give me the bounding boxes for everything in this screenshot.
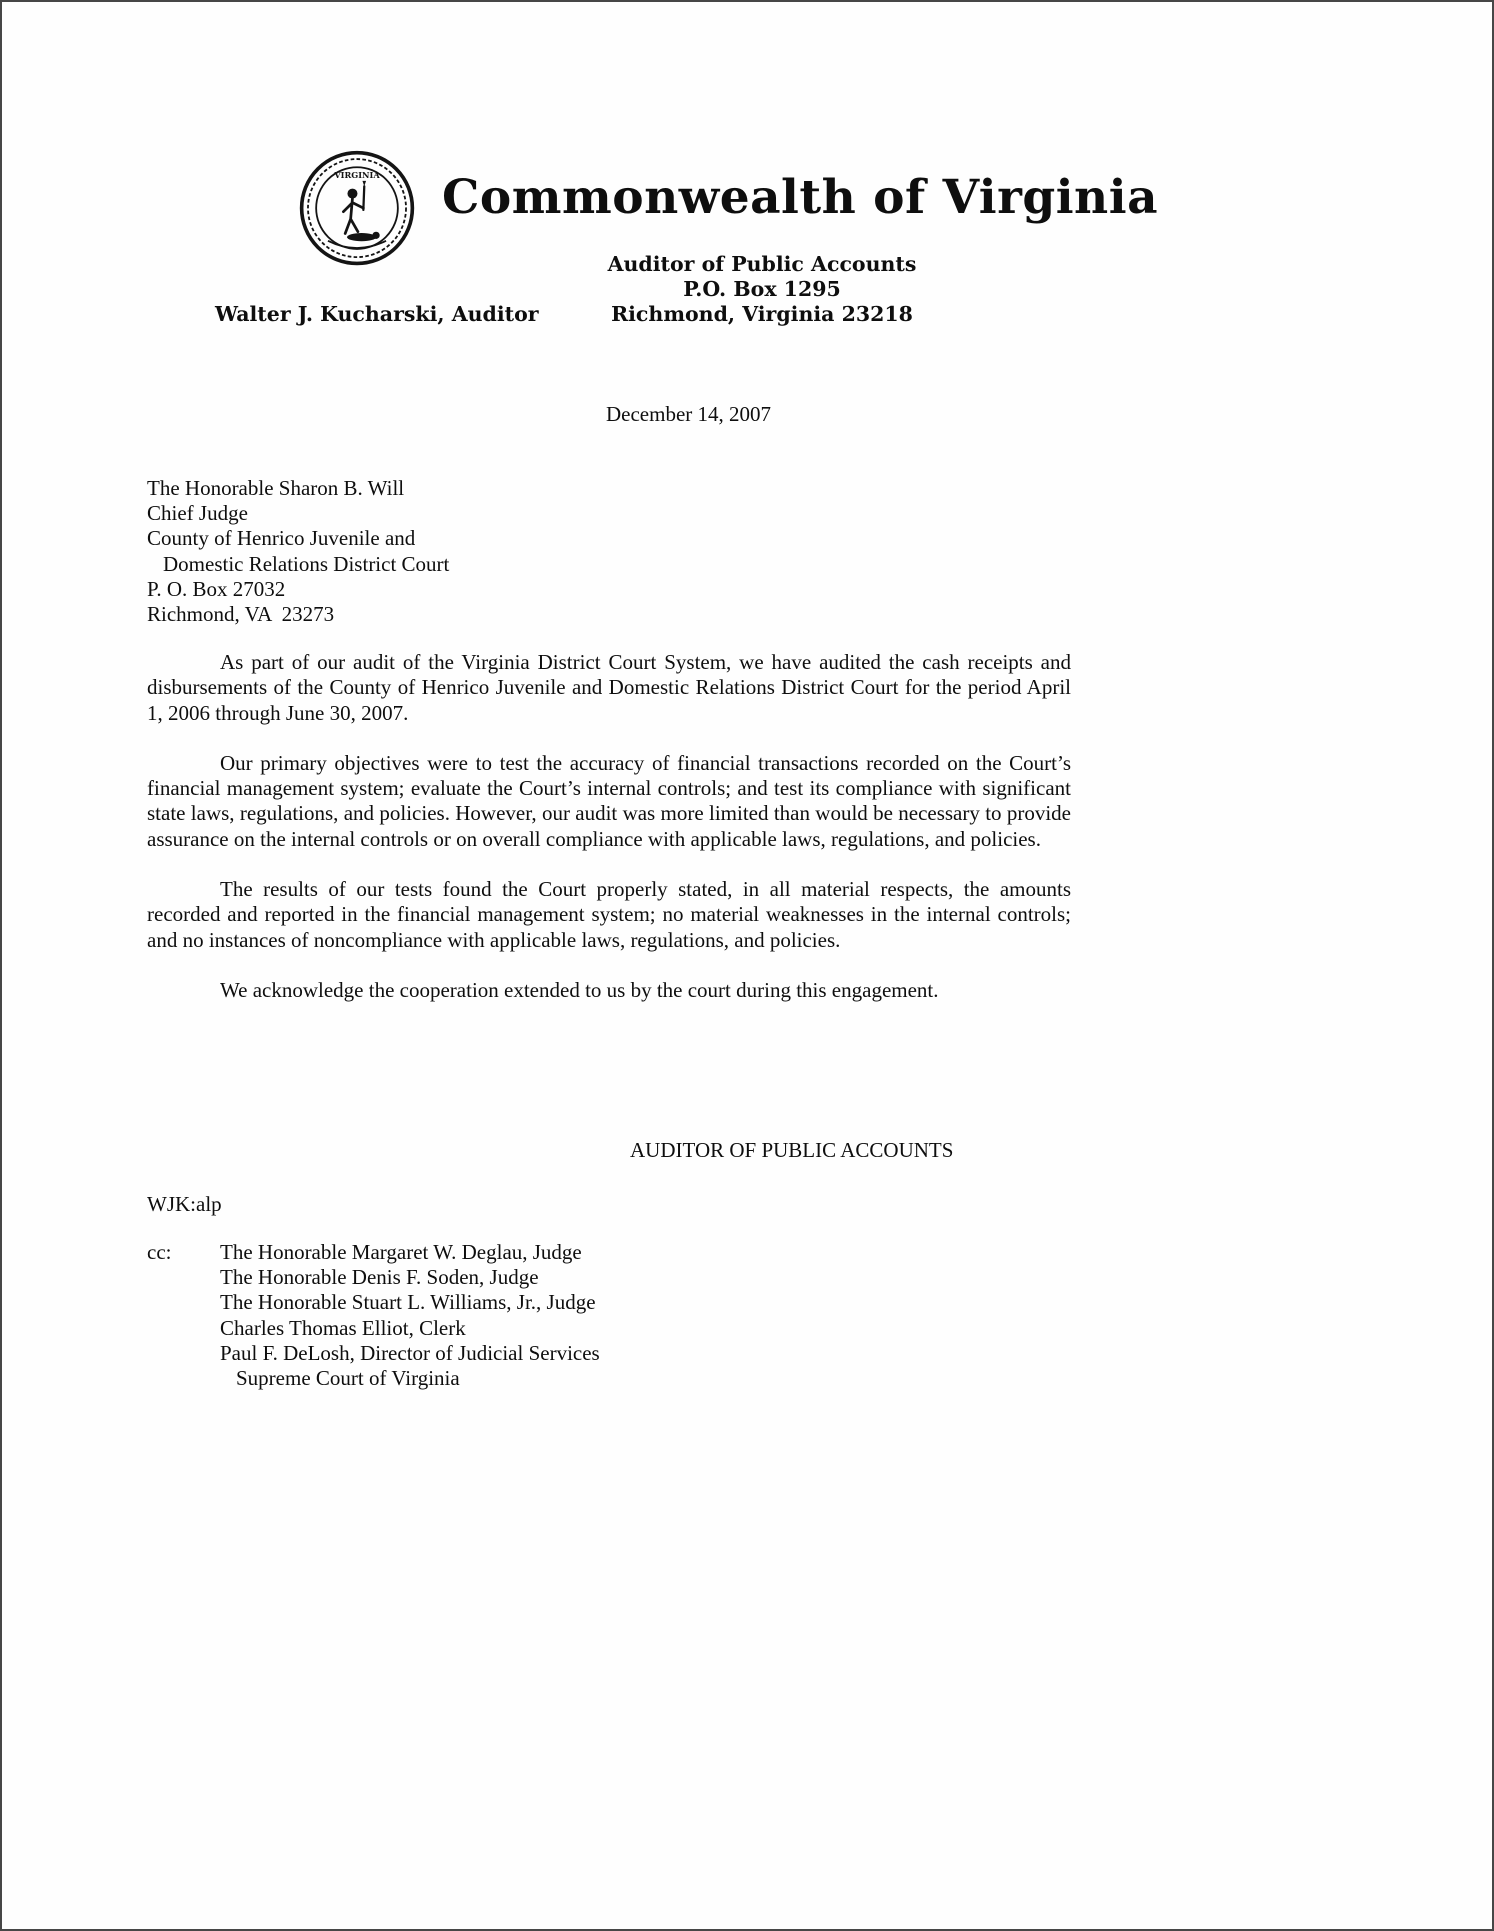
signature-org-line: AUDITOR OF PUBLIC ACCOUNTS <box>630 1138 954 1162</box>
letter-date: December 14, 2007 <box>606 402 772 426</box>
virginia-state-seal-icon <box>294 150 420 268</box>
body-paragraph-3: The results of our tests found the Court properly stated, in all material respects, the amounts recorded and reported in the financial management system; no material weaknesses in the internal controls; and no instances of noncompliance with applicable laws, regulations, and policies. <box>147 877 1071 952</box>
svg-text:VIRGINIA: VIRGINIA <box>334 170 380 181</box>
cc-label: cc: <box>147 1240 172 1264</box>
cc-recipient-line: The Honorable Denis F. Soden, Judge <box>220 1265 539 1290</box>
cc-recipient-list <box>220 1240 600 1391</box>
cc-recipient-line: Paul F. DeLosh, Director of Judicial Services <box>220 1340 600 1365</box>
recipient-org-line-1: County of Henrico Juvenile and <box>147 526 416 551</box>
recipient-name: The Honorable Sharon B. Will <box>147 476 405 500</box>
recipient-title: Chief Judge <box>147 501 248 526</box>
body-paragraph-2: Our primary objectives were to test the accuracy of financial transactions recorded on the Court’s financial management system; evaluate the Court’s internal controls; and test its compliance with significant state laws, regulations, and policies. However, our audit was more limited than would be necessary to provide assurance on the internal controls or on overall compliance with applicable laws, regulations, and policies. <box>147 750 1071 851</box>
cc-recipient-line: Charles Thomas Elliot, Clerk <box>220 1315 466 1340</box>
letterhead-office-line: Auditor of Public Accounts <box>607 252 917 276</box>
body-paragraph-4: We acknowledge the cooperation extended to us by the court during this engagement. <box>220 977 939 1002</box>
cc-recipient-line: The Honorable Stuart L. Williams, Jr., Judge <box>220 1290 596 1315</box>
letterhead-auditor-name: Walter J. Kucharski, Auditor <box>215 302 539 326</box>
letterhead-pobox-line: P.O. Box 1295 <box>683 277 841 301</box>
cc-block <box>147 1240 600 1391</box>
recipient-address-block <box>147 476 449 627</box>
typist-reference: WJK:alp <box>147 1192 222 1216</box>
cc-recipient-line: Supreme Court of Virginia <box>236 1366 460 1391</box>
recipient-org-line-2: Domestic Relations District Court <box>163 551 450 576</box>
recipient-city-state-zip: Richmond, VA 23273 <box>147 602 335 627</box>
letterhead-city-line: Richmond, Virginia 23218 <box>611 302 913 326</box>
body-paragraph-1: As part of our audit of the Virginia District Court System, we have audited the cash receipts and disbursements of the County of Henrico Juvenile and Domestic Relations District Court for the period April 1, 2006 through June 30, 2007. <box>147 650 1071 725</box>
letterhead-title: Commonwealth of Virginia <box>442 170 1159 225</box>
letter-body <box>147 650 1071 1028</box>
recipient-pobox: P. O. Box 27032 <box>147 576 286 601</box>
cc-recipient-line: The Honorable Margaret W. Deglau, Judge <box>220 1240 582 1264</box>
letterhead-office-block <box>507 252 1017 327</box>
